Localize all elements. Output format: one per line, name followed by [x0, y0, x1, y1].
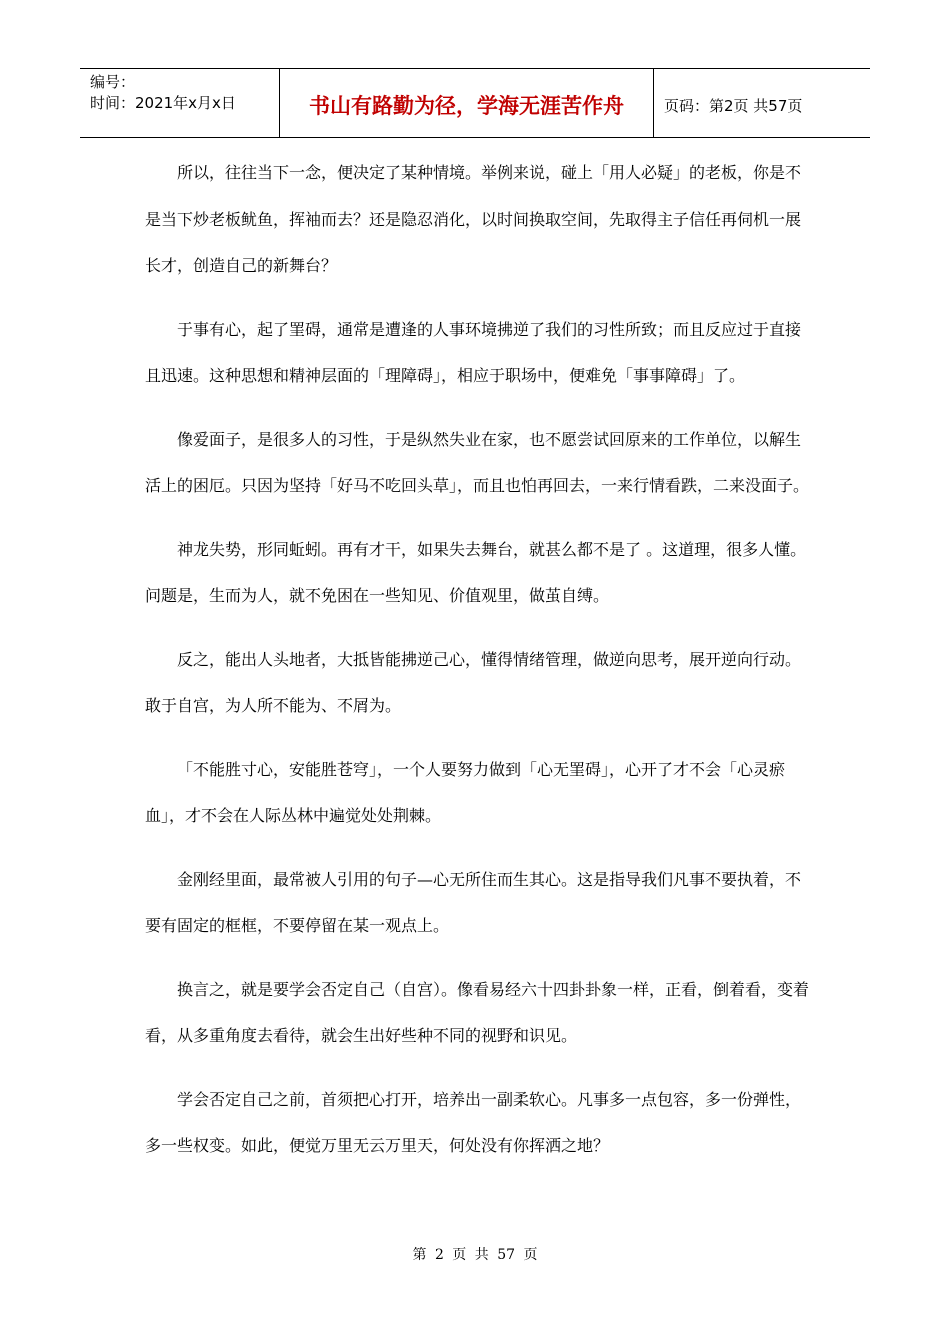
paragraph: 于事有心，起了罣碍，通常是遭逢的人事环境拂逆了我们的习性所致；而且反应过于直接且迅速。这种思想和精神层面的「理障碍」，相应于职场中，便难免「事事障碍」了。: [145, 319, 802, 385]
paragraph: 「不能胜寸心，安能胜苍穹」，一个人要努力做到「心无罣碍」，心开了才不会「心灵瘀血」，才不会在人际丛林中遍觉处处荆棘。: [145, 759, 786, 825]
time-label: 时间：2021年x月x日: [90, 94, 236, 112]
number-label: 编号：: [90, 73, 136, 91]
paragraph: 反之，能出人头地者，大抵皆能拂逆己心，懂得情绪管理，做逆向思考，展开逆向行动。敢于自宫，为人所不能为、不屑为。: [145, 649, 802, 715]
paragraph: 像爱面子，是很多人的习性，于是纵然失业在家，也不愿尝试回原来的工作单位，以解生活上的困厄。只因为坚持「好马不吃回头草」，而且也怕再回去，一来行情看跌，二来没面子。: [145, 429, 810, 495]
paragraph: 神龙失势，形同蚯蚓。再有才干，如果失去舞台，就甚么都不是了 。这道理，很多人懂。问题是，生而为人，就不免困在一些知见、价值观里，做茧自缚。: [145, 539, 807, 605]
document-body: [145, 150, 810, 1187]
header-page-info: 页码：第2页 共57页: [664, 96, 803, 115]
paragraph: 换言之，就是要学会否定自己（自宫）。像看易经六十四卦卦象一样，正看，倒着看，变着看，从多重角度去看待，就会生出好些种不同的视野和识见。: [145, 979, 810, 1045]
paragraph: 学会否定自己之前，首须把心打开，培养出一副柔软心。凡事多一点包容，多一份弹性，多一些权变。如此，便觉万里无云万里天，何处没有你挥洒之地？: [145, 1089, 802, 1155]
header-motto: 书山有路勤为径，学海无涯苦作舟: [280, 69, 654, 137]
page-footer: 第 2 页 共 57 页: [412, 1247, 538, 1263]
header-meta: [80, 69, 280, 137]
paragraph: 所以，往往当下一念，便决定了某种情境。举例来说，碰上「用人必疑」的老板，你是不是当下炒老板鱿鱼，挥袖而去？还是隐忍消化，以时间换取空间，先取得主子信任再伺机一展长才，创造自己的新舞台？: [145, 163, 802, 275]
paragraph: 金刚经里面，最常被人引用的句子—心无所住而生其心。这是指导我们凡事不要执着，不要有固定的框框，不要停留在某一观点上。: [145, 869, 802, 935]
page-header: [80, 68, 870, 138]
